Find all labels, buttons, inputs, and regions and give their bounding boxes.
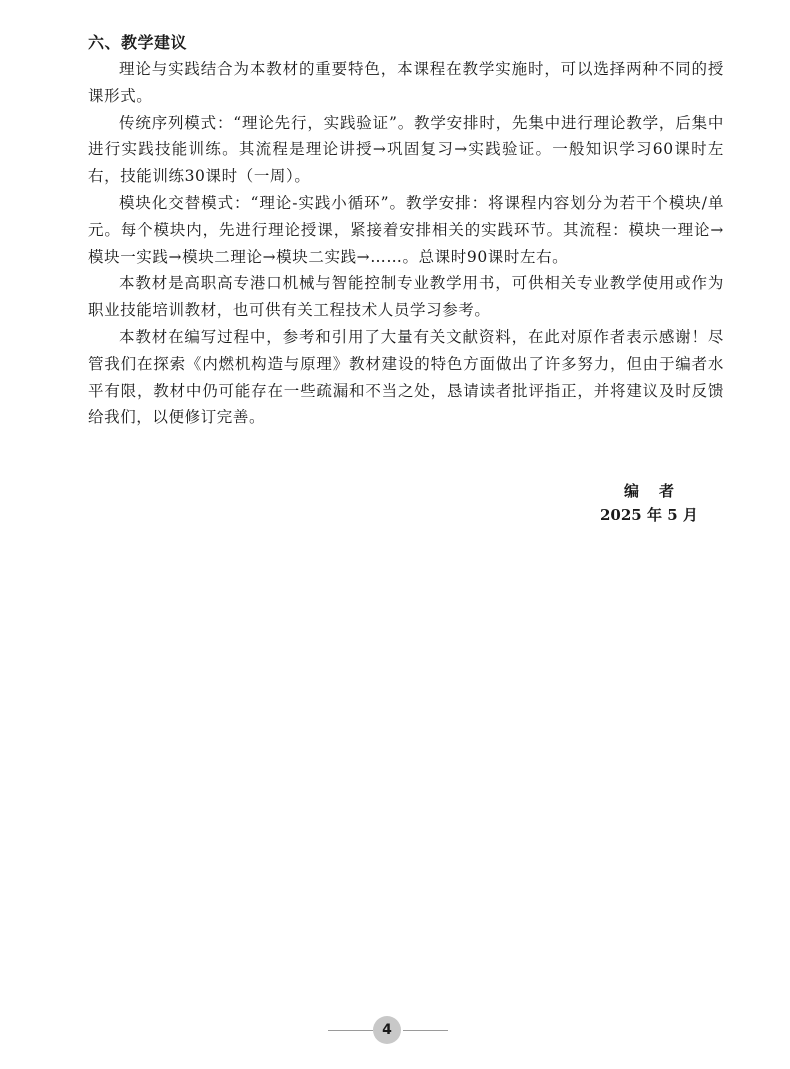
footer-rule-left [328, 1030, 373, 1031]
page-number: 4 [373, 1016, 401, 1044]
paragraph-sequential-mode: 传统序列模式：“理论先行，实践验证”。教学安排时，先集中进行理论教学，后集中进行实践技能训练。其流程是理论讲授→巩固复习→实践验证。一般知识学习60课时左右，技能训练30课时（一周）。 [88, 113, 724, 186]
paragraph-acknowledgement: 本教材在编写过程中，参考和引用了大量有关文献资料，在此对原作者表示感谢！尽管我们在探索《内燃机构造与原理》教材建设的特色方面做出了许多努力，但由于编者水平有限，教材中仍可能存在一些疏漏和不当之处，恳请读者批评指正，并将建议及时反馈给我们，以便修订完善。 [88, 327, 724, 427]
section-heading: 六、教学建议 [88, 33, 188, 52]
paragraph-teaching-forms: 理论与实践结合为本教材的重要特色，本课程在教学实施时，可以选择两种不同的授课形式。 [88, 60, 724, 105]
signature-date: 2025 年 5 月 [600, 506, 698, 524]
paragraph-intended-use: 本教材是高职高专港口机械与智能控制专业教学用书，可供相关专业教学使用或作为职业技能培训教材，也可供有关工程技术人员学习参考。 [88, 274, 724, 320]
signature-author: 编者 [624, 482, 695, 500]
paragraph-modular-mode: 模块化交替模式：“理论-实践小循环”。教学安排：将课程内容划分为若干个模块/单元。每个模块内，先进行理论授课，紧接着安排相关的实践环节。其流程：模块一理论→模块一实践→模块二理论→模块二实践→……。总课时90课时左右。 [88, 193, 724, 266]
main-content [88, 30, 724, 431]
footer-rule-right [403, 1030, 448, 1031]
page-footer [328, 1015, 448, 1045]
